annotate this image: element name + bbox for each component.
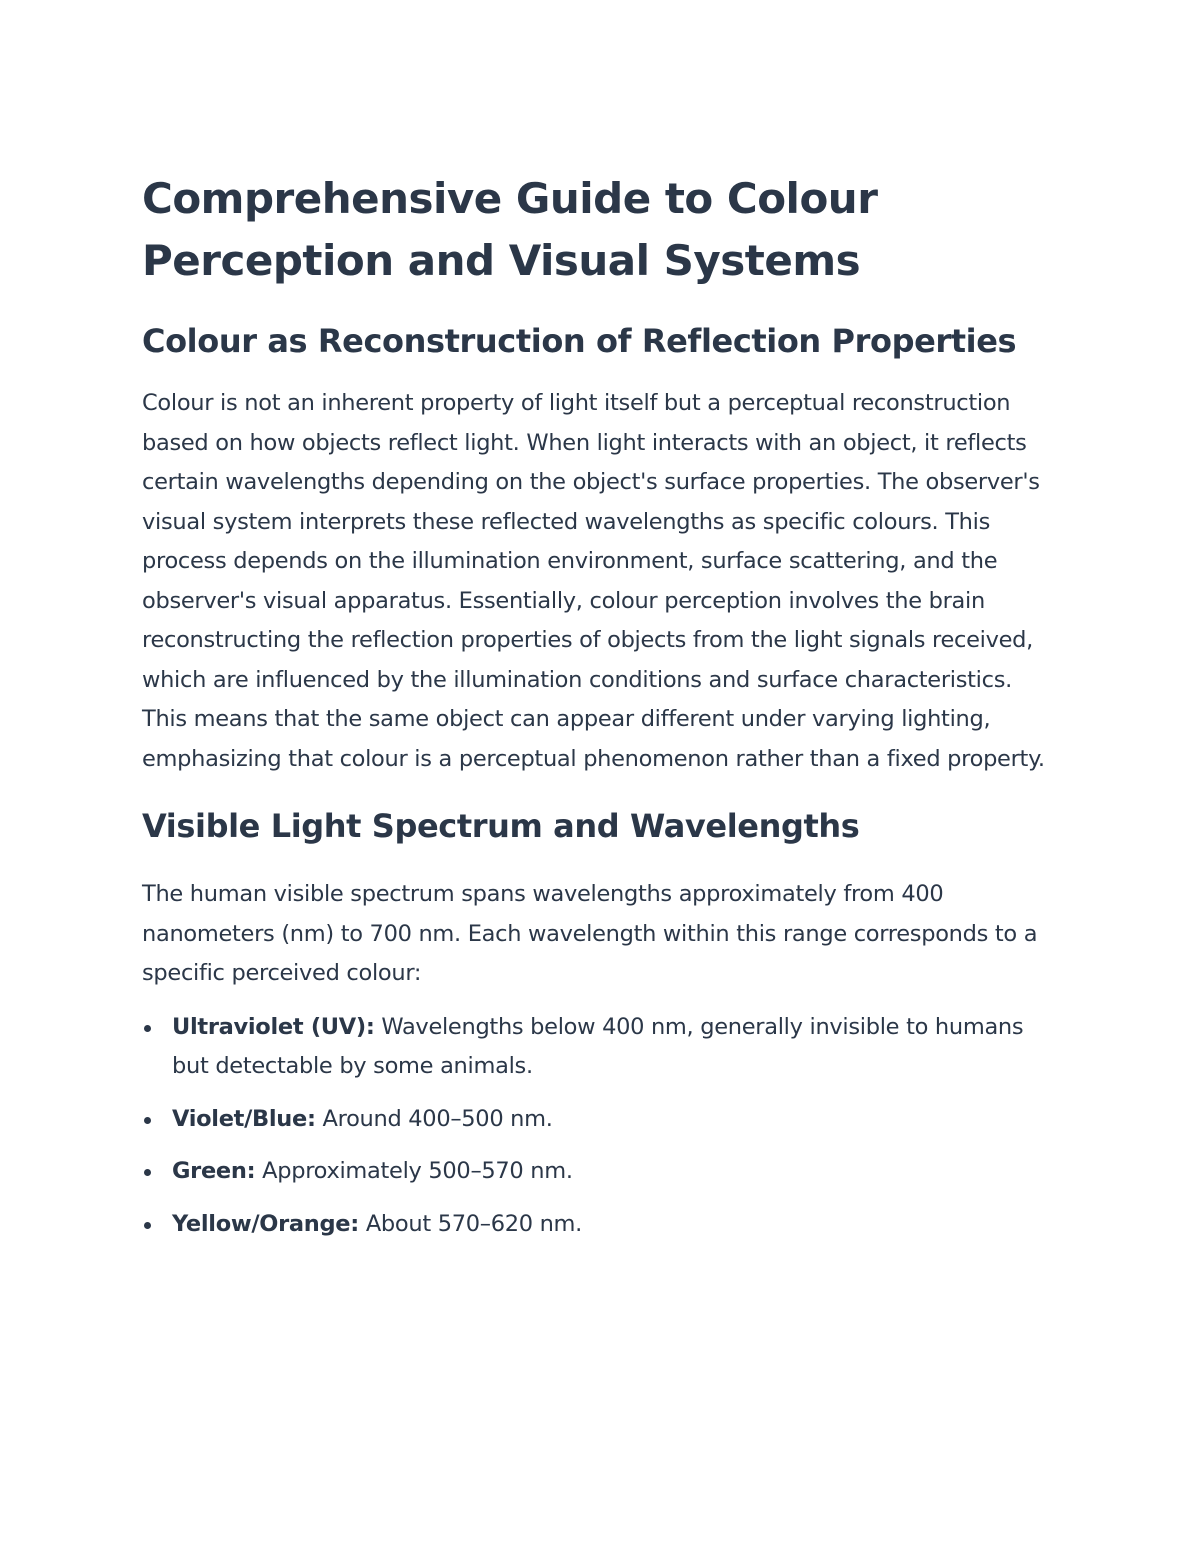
- list-item-term: Ultraviolet (UV):: [172, 1013, 375, 1040]
- section-paragraph-reflection: Colour is not an inherent property of light itself but a perceptual reconstruction based on how objects reflect light. When light interacts with an object, it reflects certain wavelengths depending on the object's surface properties. The observer's visual system interprets these reflected wavelengths as specific colours. This process depends on the illumination environment, surface scattering, and the observer's visual apparatus. Essentially, colour perception involves the brain reconstructing the reflection properties of objects from the light signals received, which are influenced by the illumination conditions and surface characteristics. This means that the same object can appear different under varying lighting, emphasizing that colour is a perceptual phenomenon rather than a fixed property.: [142, 390, 1045, 772]
- section-heading-spectrum: Visible Light Spectrum and Wavelengths: [142, 807, 860, 845]
- wavelength-list: [142, 1008, 1057, 1245]
- document-page: [142, 168, 1057, 1257]
- list-item-term: Violet/Blue:: [172, 1105, 316, 1132]
- list-item: [142, 1205, 1057, 1245]
- list-item: [142, 1008, 1057, 1087]
- section-heading-reflection: Colour as Reconstruction of Reflection Properties: [142, 322, 1017, 360]
- section-paragraph-spectrum: The human visible spectrum spans wavelengths approximately from 400 nanometers (nm) to 700 nm. Each wavelength within this range corresponds to a specific perceived colour:: [142, 881, 1038, 986]
- bullet-icon: [144, 1222, 151, 1229]
- list-item: [142, 1152, 1057, 1192]
- page-title: Comprehensive Guide to Colour Perception and Visual Systems: [142, 174, 878, 285]
- list-item-text: Approximately 500–570 nm.: [255, 1158, 573, 1184]
- bullet-icon: [144, 1025, 151, 1032]
- bullet-icon: [144, 1169, 151, 1176]
- list-item-term: Green:: [172, 1158, 256, 1184]
- list-item-term: Yellow/Orange:: [172, 1210, 359, 1237]
- list-item-text: About 570–620 nm.: [358, 1210, 583, 1237]
- bullet-icon: [144, 1117, 151, 1124]
- list-item-text: Around 400–500 nm.: [315, 1105, 553, 1132]
- list-item: [142, 1100, 1057, 1140]
- list-item-text: Wavelengths below 400 nm, generally invisible to humans but detectable by some animals.: [172, 1013, 1024, 1079]
